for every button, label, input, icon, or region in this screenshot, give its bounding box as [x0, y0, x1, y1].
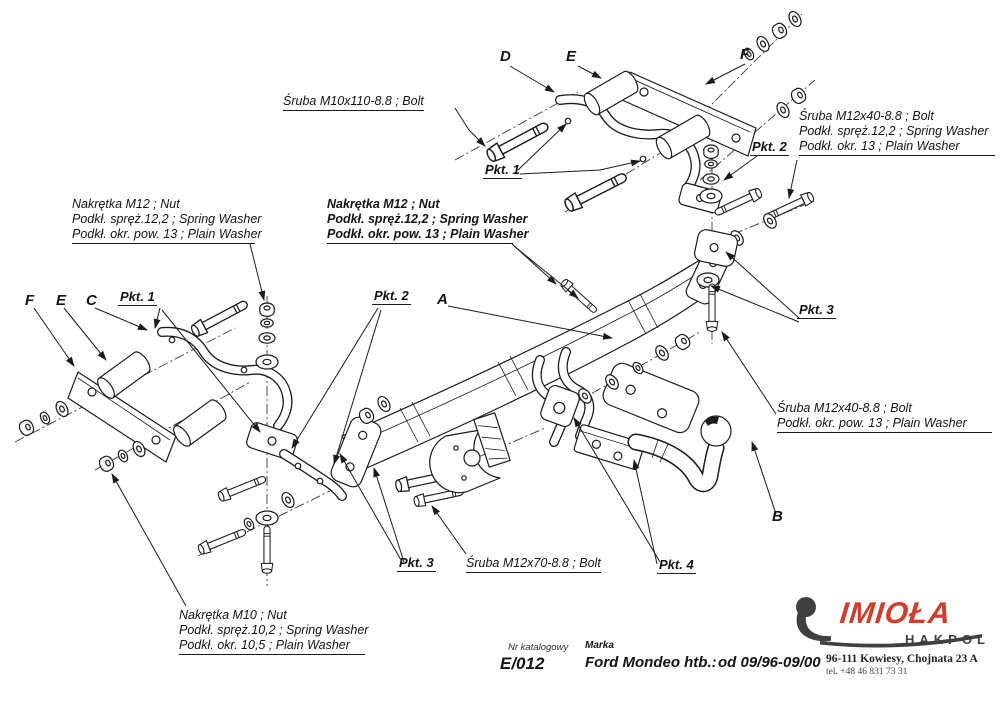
- brand-label: Marka: [585, 640, 614, 651]
- label-bolt-m10: Śruba M10x110-8.8 ; Bolt: [283, 94, 424, 111]
- logo-brand-name: IMIOŁA: [838, 597, 953, 630]
- label-kit-top-right: Śruba M12x40-8.8 ; Bolt Podkł. spręż.12,2 ; Spring Washer Podkł. okr. 13 ; Plain Washer: [799, 109, 995, 156]
- vehicle-model: Ford Mondeo htb.:: [585, 654, 717, 671]
- point-label-pkt3-bottom: Pkt. 3: [399, 555, 434, 570]
- label-kit-right: Śruba M12x40-8.8 ; Bolt Podkł. okr. pow. 13 ; Plain Washer: [777, 401, 992, 433]
- point-label-pkt1-top: Pkt. 1: [485, 162, 520, 177]
- label-bolt-m12x70: Śruba M12x70-8.8 ; Bolt: [466, 556, 601, 573]
- part-label-c: C: [86, 292, 97, 309]
- left-spacer-e2: [170, 397, 229, 449]
- bolt-m10x110-b: [563, 169, 630, 214]
- part-label-f-left: F: [25, 292, 35, 309]
- company-phone: tel. +48 46 831 73 31: [826, 667, 908, 677]
- point-label-pkt2-top: Pkt. 2: [752, 139, 787, 154]
- logo-subname: HAKPOL: [905, 632, 990, 647]
- towball: [573, 416, 731, 484]
- part-label-e-top: E: [566, 48, 577, 65]
- validity-range: od 09/96-09/00: [718, 654, 821, 671]
- point-label-pkt4: Pkt. 4: [659, 557, 694, 572]
- center-bracket-plate: [600, 360, 702, 435]
- part-label-a: A: [437, 291, 448, 308]
- catalog-number-label: Nr katalogowy: [508, 642, 569, 653]
- left-bracket-c: [162, 332, 342, 496]
- point-label-pkt1-left: Pkt. 1: [120, 289, 155, 304]
- point-label-pkt2-center: Pkt. 2: [374, 288, 409, 303]
- catalog-number-value: E/012: [500, 654, 545, 673]
- bolt-m10x110-a: [485, 118, 552, 164]
- part-label-f-top: F: [740, 46, 750, 63]
- label-kit-center: Nakrętka M12 ; Nut Podkł. spręż.12,2 ; Spring Washer Podkł. okr. pow. 13 ; Plain Washer: [327, 197, 513, 244]
- part-label-b: B: [772, 508, 783, 525]
- label-kit-bottom-left: Nakrętka M10 ; Nut Podkł. spręż.10,2 ; Spring Washer Podkł. okr. 10,5 ; Plain Washer: [179, 608, 365, 655]
- part-label-d: D: [500, 48, 511, 65]
- company-address: 96-111 Kowiesy, Chojnata 23 A: [826, 653, 978, 665]
- top-spacer-e1: [581, 69, 641, 117]
- top-right-fasteners: [742, 9, 808, 119]
- part-label-e-left: E: [56, 292, 67, 309]
- point-label-pkt3-right: Pkt. 3: [799, 302, 834, 317]
- label-kit-left: Nakrętka M12 ; Nut Podkł. spręż.12,2 ; Spring Washer Podkł. okr. pow. 13 ; Plain Washer: [72, 197, 255, 244]
